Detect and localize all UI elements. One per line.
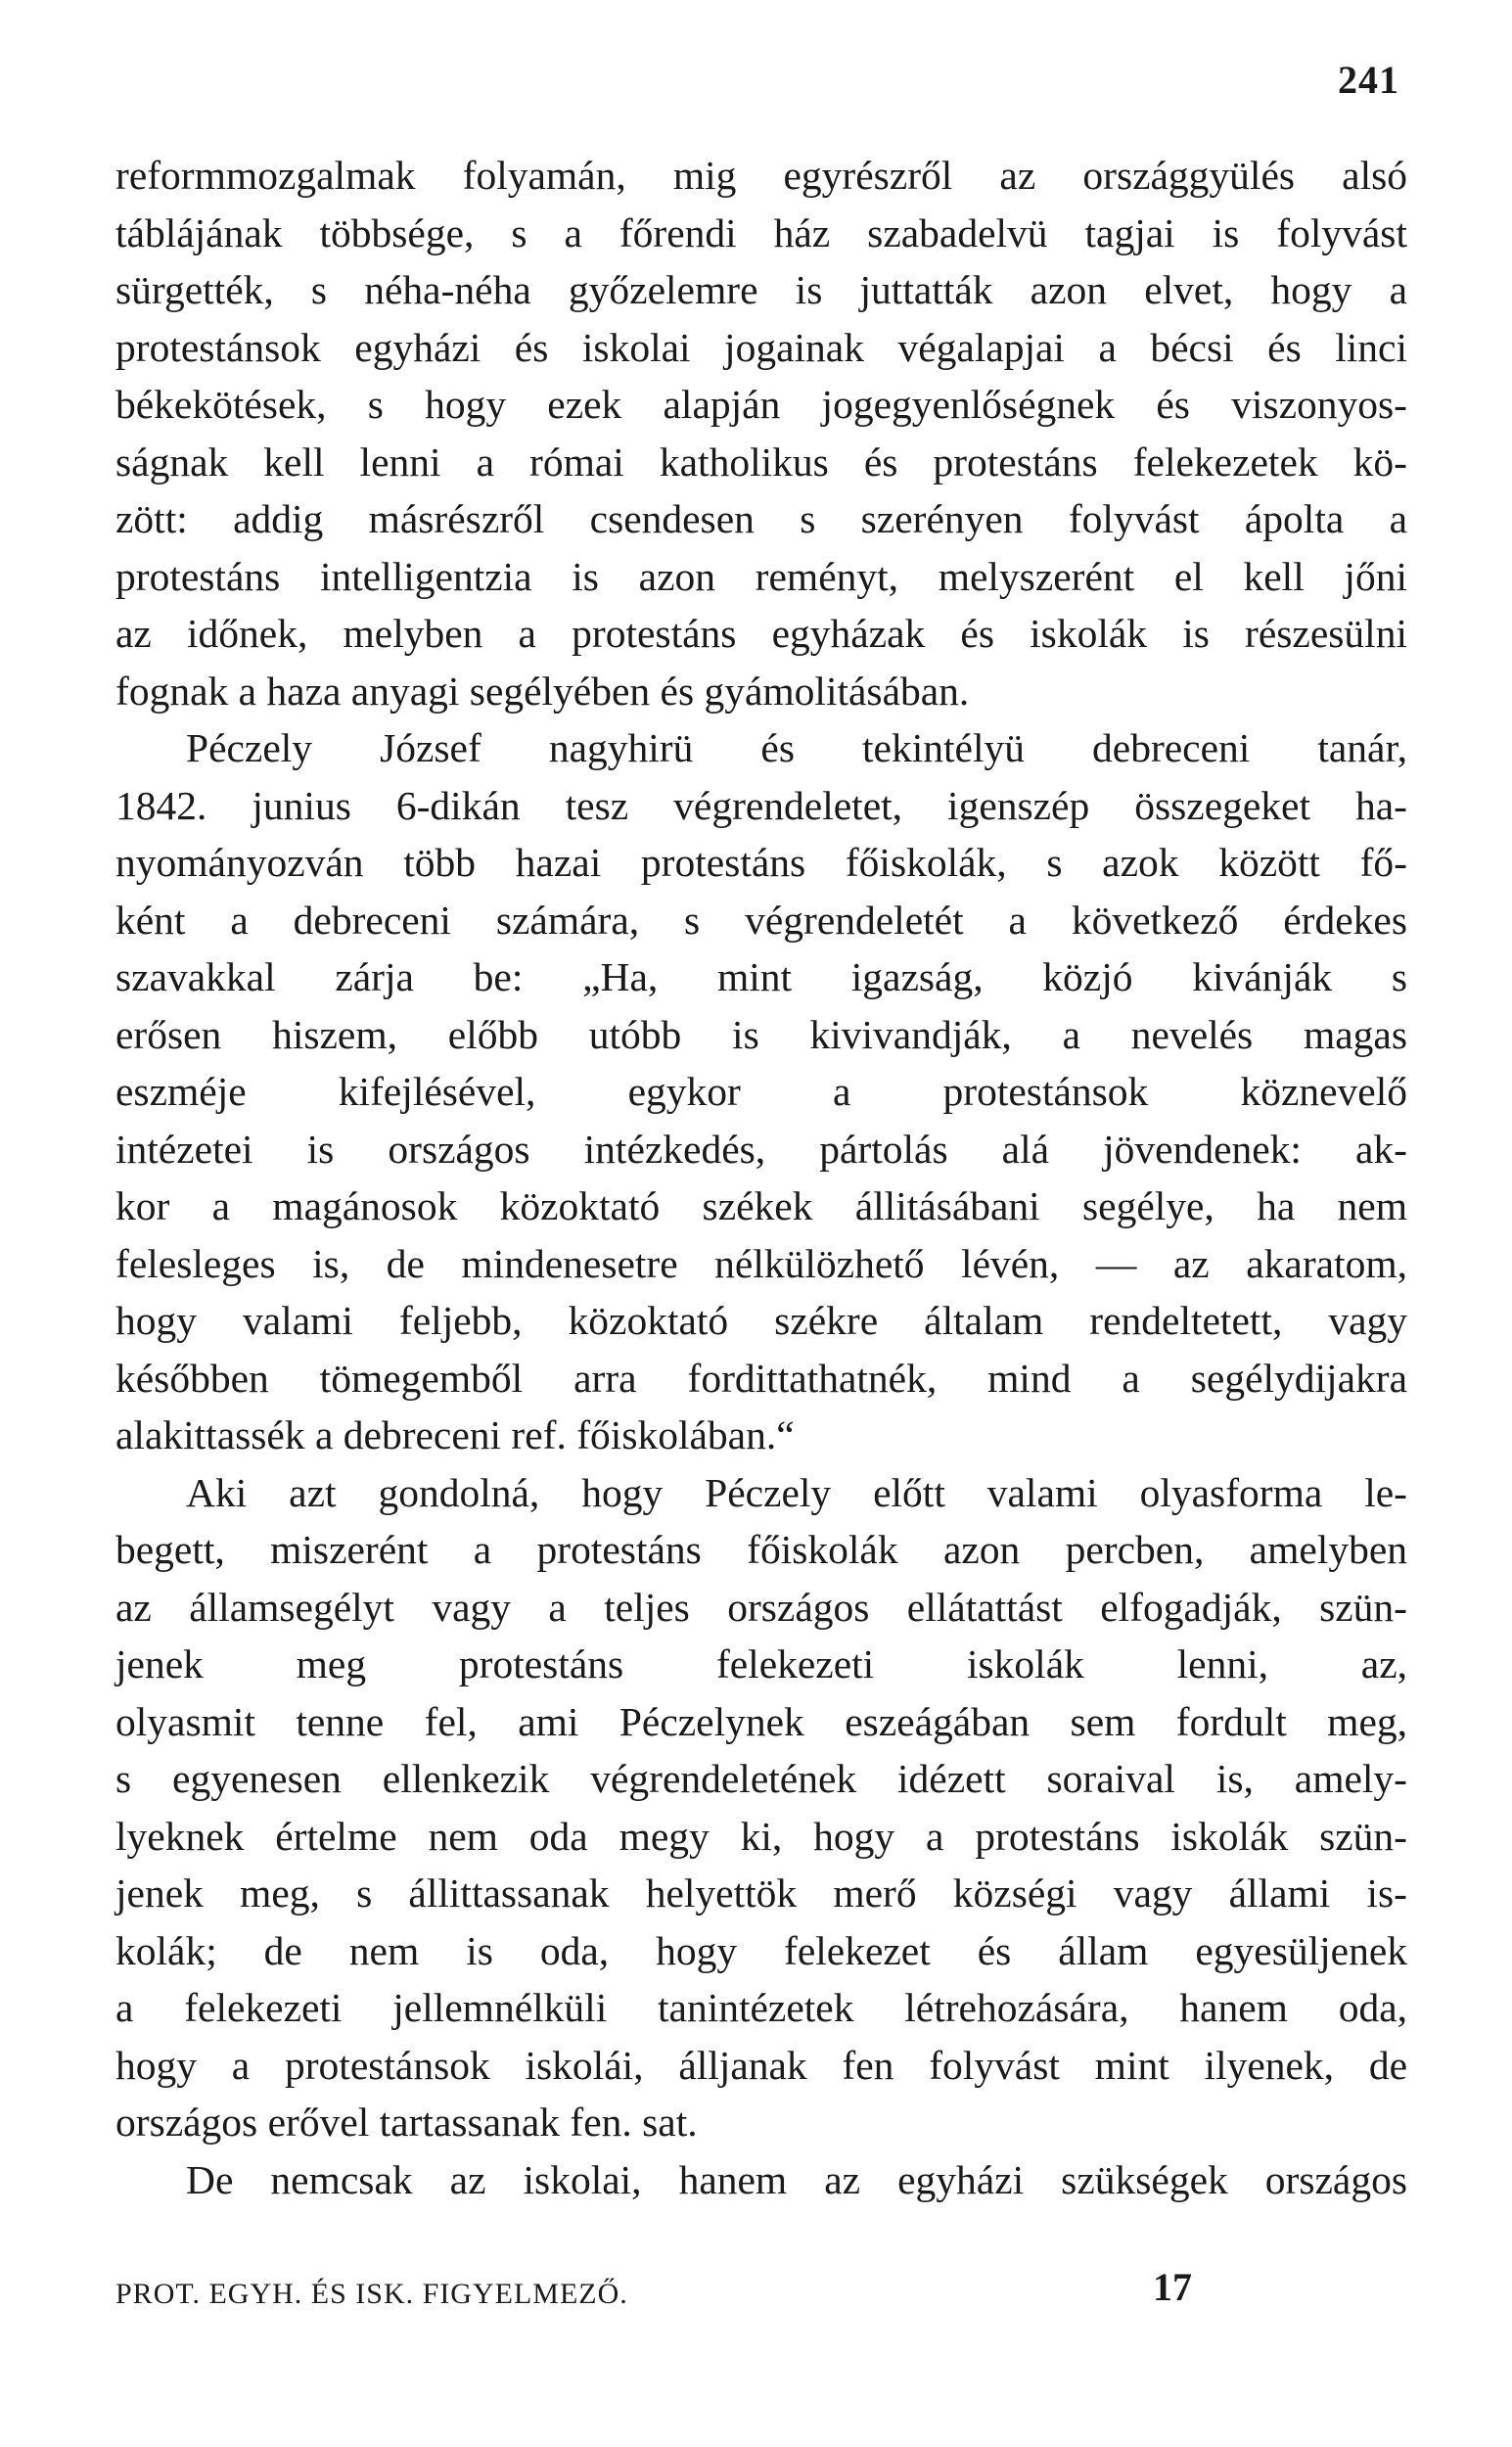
text-line: eszméje kifejlésével, egykor a protestánsok köznevelő [115, 1069, 1407, 1114]
text-line: begett, miszerént a protestáns főiskolák azon percben, amelyben [115, 1527, 1407, 1572]
text-line: sürgették, s néha-néha győzelemre is juttatták azon elvet, hogy a [115, 267, 1407, 312]
text-line: szavakkal zárja be: „Ha, mint igazság, közjó kivánják s [115, 954, 1407, 999]
sheet-number: 17 [1153, 2265, 1192, 2309]
text-line: erősen hiszem, előbb utóbb is kivivandják, a nevelés magas [115, 1011, 1407, 1057]
text-line: országos erővel tartassanak fen. sat. [115, 2100, 698, 2145]
text-line: protestáns intelligentzia is azon reményt, melyszerént el kell jőni [115, 553, 1407, 599]
text-line: intézetei is országos intézkedés, pártolás alá jövendenek: ak- [115, 1126, 1407, 1172]
page-number: 241 [1338, 58, 1399, 102]
text-line: lyeknek értelme nem oda megy ki, hogy a protestáns iskolák szün- [115, 1813, 1407, 1859]
page-footer [115, 2264, 1407, 2323]
body-text [115, 147, 1407, 2208]
text-line: jenek meg protestáns felekezeti iskolák lenni, az, [115, 1641, 1407, 1686]
text-line: s egyenesen ellenkezik végrendeletének idézett soraival is, amely- [115, 1756, 1407, 1801]
text-line: protestánsok egyházi és iskolai jogainak végalapjai a bécsi és linci [115, 324, 1407, 370]
text-line: Péczely József nagyhirü és tekintélyü debreceni tanár, [186, 725, 1407, 770]
text-line: a felekezeti jellemnélküli tanintézetek létrehozására, hanem oda, [115, 1985, 1407, 2030]
text-line: De nemcsak az iskolai, hanem az egyházi szükségek országos [186, 2156, 1407, 2202]
text-line: kor a magánosok közoktató székek állitásábani segélye, ha nem [115, 1183, 1407, 1228]
text-line: ként a debreceni számára, s végrendeletét a következő érdekes [115, 897, 1407, 943]
text-line: zött: addig másrészről csendesen s szerényen folyvást ápolta a [115, 496, 1407, 541]
text-line: nyományozván több hazai protestáns főiskolák, s azok között fő- [115, 840, 1407, 885]
text-line: olyasmit tenne fel, ami Péczelynek eszeágában sem fordult meg, [115, 1698, 1407, 1744]
text-line: hogy a protestánsok iskolái, álljanak fen folyvást mint ilyenek, de [115, 2042, 1407, 2088]
text-line: későbben tömegemből arra fordittathatnék, mind a segélydijakra [115, 1355, 1407, 1401]
text-line: az időnek, melyben a protestáns egyházak és iskolák is részesülni [115, 611, 1407, 656]
text-line: az államsegélyt vagy a teljes országos ellátattást elfogadják, szün- [115, 1584, 1407, 1630]
text-line: ságnak kell lenni a római katholikus és protestáns felekezetek kö- [115, 439, 1407, 485]
text-line: 1842. junius 6-dikán tesz végrendeletet, igenszép összegeket ha- [115, 782, 1407, 828]
text-line: felesleges is, de mindenesetre nélkülözhető lévén, — az akaratom, [115, 1240, 1407, 1286]
text-line: kolák; de nem is oda, hogy felekezet és állam egyesüljenek [115, 1927, 1407, 1973]
text-line: alakittassék a debreceni ref. főiskolában.“ [115, 1412, 795, 1457]
text-line: Aki azt gondolná, hogy Péczely előtt valami olyasforma le- [186, 1469, 1407, 1515]
text-line: táblájának többsége, s a főrendi ház szabadelvü tagjai is folyvást [115, 209, 1407, 255]
text-line: hogy valami feljebb, közoktató székre általam rendeltetett, vagy [115, 1298, 1407, 1343]
text-line: fognak a haza anyagi segélyében és gyámolitásában. [115, 668, 970, 714]
text-line: reformmozgalmak folyamán, mig egyrészről az országgyülés alsó [115, 153, 1407, 198]
text-line: békekötések, s hogy ezek alapján jogegyenlőségnek és viszonyos- [115, 382, 1407, 427]
footer-signature: PROT. EGYH. ÉS ISK. FIGYELMEZŐ. [115, 2278, 628, 2310]
text-line: jenek meg, s állittassanak helyettök merő községi vagy állami is- [115, 1870, 1407, 1916]
